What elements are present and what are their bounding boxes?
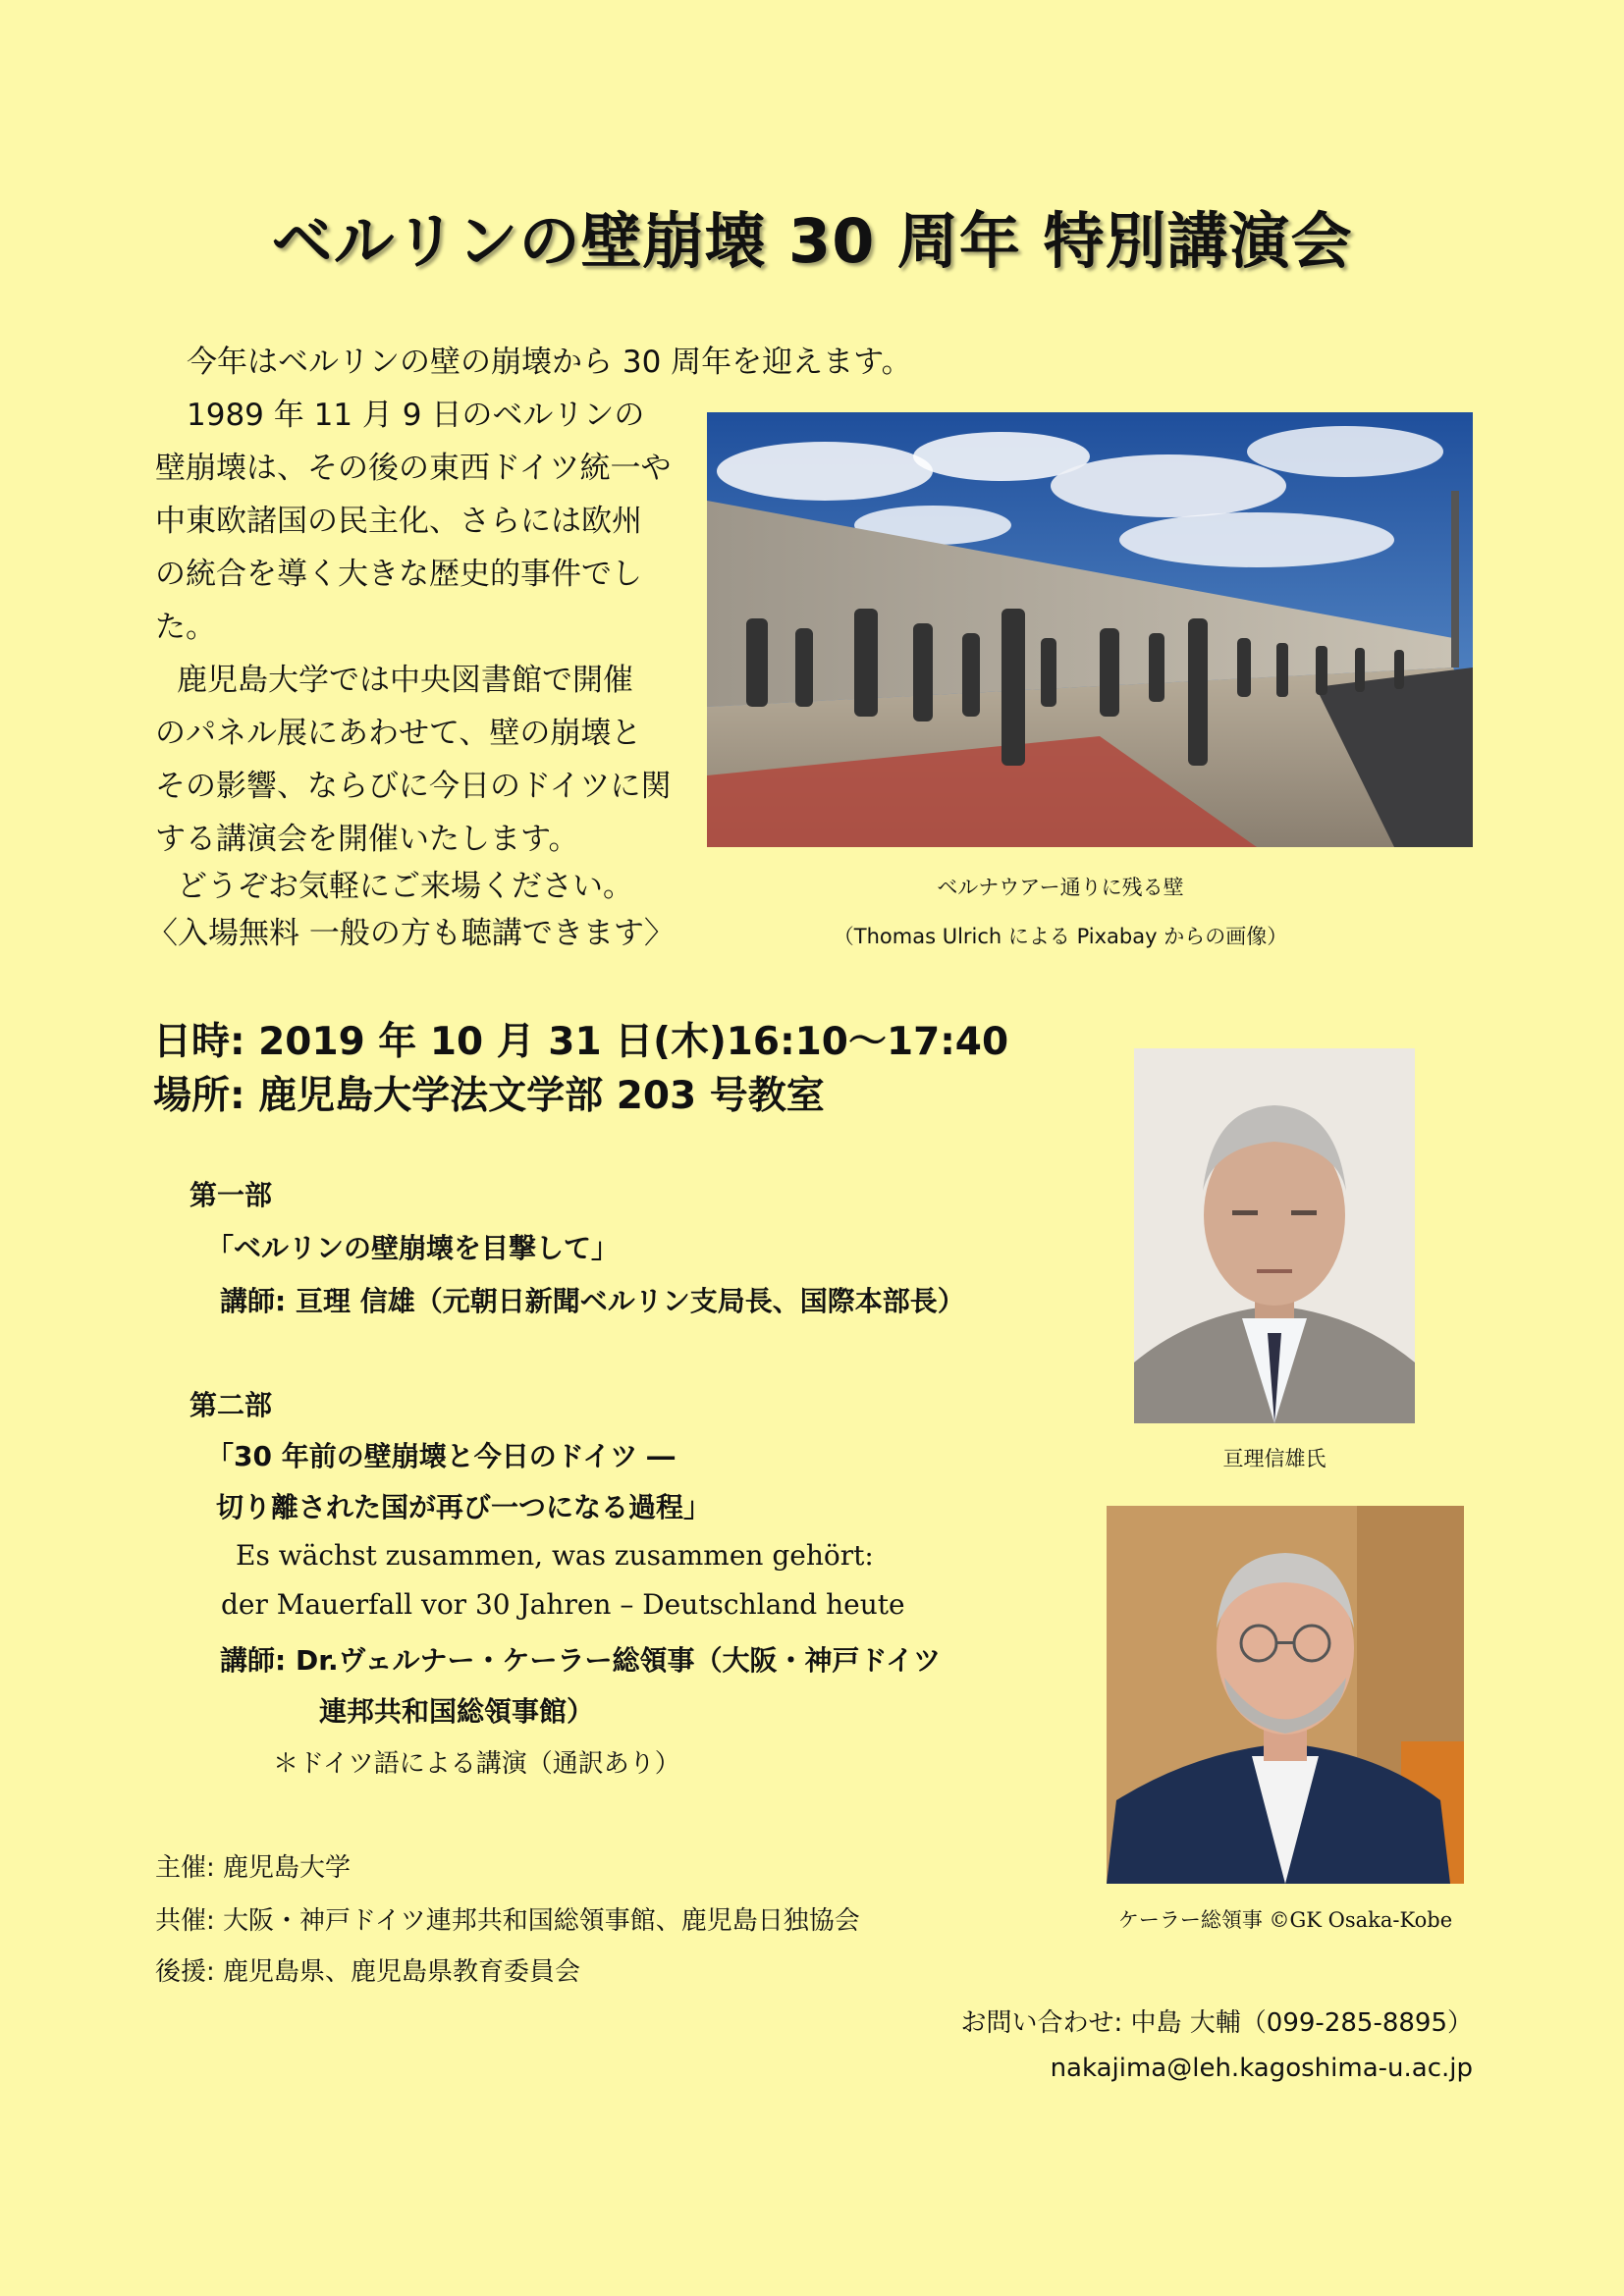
berlin-wall-photo [707, 412, 1473, 847]
part2-note: ＊ドイツ語による講演（通訳あり） [273, 1749, 680, 1779]
contact-info: お問い合わせ: 中島 大輔（099-285-8895） [960, 2008, 1473, 2038]
page-title: ベルリンの壁崩壊 30 周年 特別講演会 [271, 205, 1353, 277]
part1-lecturer: 講師: 亘理 信雄（元朝日新聞ベルリン支局長、国際本部長） [220, 1285, 965, 1317]
part2-title-line1: 「30 年前の壁崩壊と今日のドイツ ― [206, 1440, 676, 1472]
intro-line: 鹿児島大学では中央図書館で開催 [177, 663, 633, 698]
intro-line: の統合を導く大きな歴史的事件でし [155, 557, 642, 592]
organizer-support: 後援: 鹿児島県、鹿児島県教育委員会 [155, 1957, 581, 1987]
intro-line: どうぞお気軽にご来場ください。 [177, 869, 633, 904]
berlin-wall-image [707, 412, 1473, 847]
contact-email[interactable]: nakajima@leh.kagoshima-u.ac.jp [1050, 2054, 1473, 2083]
intro-line: た。 [155, 610, 216, 645]
portrait-watari-image [1134, 1048, 1415, 1423]
portrait-watari-caption: 亘理信雄氏 [1222, 1447, 1326, 1470]
portrait-watari [1134, 1048, 1415, 1423]
event-place: 場所: 鹿児島大学法文学部 203 号教室 [153, 1074, 825, 1118]
event-datetime: 日時: 2019 年 10 月 31 日(木)16:10～17:40 [153, 1020, 1009, 1064]
part2-lecturer-line2: 連邦共和国総領事館） [319, 1695, 595, 1728]
part2-heading: 第二部 [189, 1389, 273, 1421]
portrait-koehler-caption: ケーラー総領事 ©GK Osaka-Kobe [1117, 1908, 1453, 1932]
part1-heading: 第一部 [189, 1179, 273, 1211]
wall-photo-credit: （Thomas Ulrich による Pixabay からの画像） [833, 925, 1288, 948]
portrait-koehler-image [1107, 1506, 1464, 1884]
part1-title: 「ベルリンの壁崩壊を目撃して」 [206, 1232, 620, 1264]
part2-title-line2: 切り離された国が再び一つになる過程」 [216, 1491, 712, 1523]
organizer-cohost: 共催: 大阪・神戸ドイツ連邦共和国総領事館、鹿児島日独協会 [155, 1906, 860, 1936]
intro-line: のパネル展にあわせて、壁の崩壊と [155, 716, 642, 751]
wall-photo-caption: ベルナウアー通りに残る壁 [937, 876, 1184, 899]
intro-line: 〈入場無料 一般の方も聴講できます〉 [147, 916, 675, 951]
part2-german-title1: Es wächst zusammen, was zusammen gehört: [236, 1539, 874, 1572]
part2-lecturer-line1: 講師: Dr.ヴェルナー・ケーラー総領事（大阪・神戸ドイツ [220, 1644, 942, 1677]
intro-line: 1989 年 11 月 9 日のベルリンの [187, 398, 645, 433]
portrait-koehler [1107, 1506, 1464, 1884]
intro-line: 中東欧諸国の民主化、さらには欧州 [155, 504, 642, 539]
intro-line: 壁崩壊は、その後の東西ドイツ統一や [155, 451, 672, 486]
part2-german-title2: der Mauerfall vor 30 Jahren – Deutschland heute [221, 1588, 905, 1621]
intro-line: する講演会を開催いたします。 [155, 822, 579, 857]
organizer-host: 主催: 鹿児島大学 [155, 1853, 352, 1883]
intro-line: その影響、ならびに今日のドイツに関 [155, 769, 672, 804]
intro-line: 今年はベルリンの壁の崩壊から 30 周年を迎えます。 [187, 345, 912, 380]
